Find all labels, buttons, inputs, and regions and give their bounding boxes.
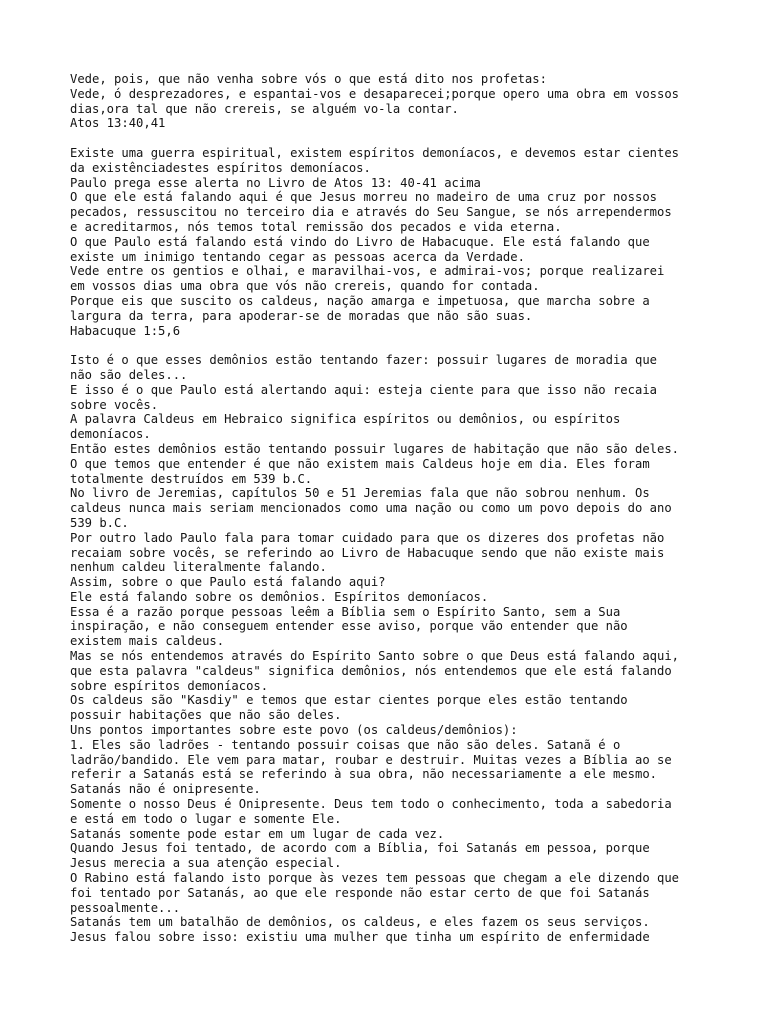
text-line: E isso é o que Paulo está alertando aqui: esteja ciente para que isso não recaia [70, 382, 657, 397]
text-line: largura da terra, para apoderar-se de moradas que não são suas. [70, 308, 533, 323]
text-line: Vede, pois, que não venha sobre vós o que está dito nos profetas: [70, 72, 547, 86]
text-line: Uns pontos importantes sobre este povo (os caldeus/demônios): [70, 723, 518, 738]
text-line: pessoalmente... [70, 900, 181, 915]
text-line: Jesus falou sobre isso: existiu uma mulher que tinha um espírito de enfermidade [70, 930, 650, 945]
text-line: caldeus nunca mais seriam mencionados como uma nação ou como um povo depois do ano [70, 501, 672, 516]
text-line: Por outro lado Paulo fala para tomar cuidado para que os dizeres dos profetas não [70, 530, 665, 545]
text-line: Habacuque 1:5,6 [70, 323, 181, 338]
text-line: recaiam sobre vocês, se referindo ao Livro de Habacuque sendo que não existe mais [70, 545, 665, 560]
text-line: 539 b.C. [70, 515, 129, 530]
text-line: Assim, sobre o que Paulo está falando aqui? [70, 575, 386, 590]
text-line: existe um inimigo tentando cegar as pessoas acerca da Verdade. [70, 249, 525, 264]
text-line: Jesus merecia a sua atenção especial. [70, 856, 342, 871]
text-line: Os caldeus são "Kasdiy" e temos que estar cientes porque eles estão tentando [70, 693, 628, 708]
text-line: referir a Satanás está se referindo à sua obra, não necessariamente a ele mesmo. [70, 767, 657, 782]
text-line: foi tentado por Satanás, ao que ele responde não estar certo de que foi Satanás [70, 885, 650, 900]
text-line: existem mais caldeus. [70, 634, 225, 649]
text-line: Então estes demônios estão tentando possuir lugares de habitação que não são deles. [70, 441, 680, 456]
text-line: 1. Eles são ladrões - tentando possuir coisas que não são deles. Satanã é o [70, 737, 621, 752]
text-line: No livro de Jeremias, capítulos 50 e 51 Jeremias fala que não sobrou nenhum. Os [70, 486, 650, 501]
text-line: Vede entre os gentios e olhai, e maravilhai-vos, e admirai-vos; porque realizarei [70, 264, 665, 279]
text-line: O que ele está falando aqui é que Jesus morreu no madeiro de uma cruz por nossos [70, 190, 657, 205]
text-line: que esta palavra "caldeus" significa demônios, nós entendemos que ele está falando [70, 663, 672, 678]
text-line: O que temos que entender é que não existem mais Caldeus hoje em dia. Eles foram [70, 456, 650, 471]
text-line: nenhum caldeu literalmente falando. [70, 560, 327, 575]
paragraph-caldeus [70, 353, 710, 945]
text-line: Somente o nosso Deus é Onipresente. Deus tem todo o conhecimento, toda a sabedoria [70, 797, 672, 812]
text-line: possuir habitações que não são deles. [70, 708, 342, 723]
text-line: e está em todo o lugar e somente Ele. [70, 811, 342, 826]
text-line: Satanás tem um batalhão de demônios, os caldeus, e eles fazem os seus serviços. [70, 915, 650, 930]
paragraph-scripture-acts [70, 72, 710, 131]
text-line: Porque eis que suscito os caldeus, nação amarga e impetuosa, que marcha sobre a [70, 293, 650, 308]
text-line: sobre vocês. [70, 397, 159, 412]
text-line: dias,ora tal que não crereis, se alguém vo-la contar. [70, 101, 459, 116]
text-line: demoníacos. [70, 427, 151, 442]
text-line: Atos 13:40,41 [70, 116, 166, 131]
text-line: Mas se nós entendemos através do Espírito Santo sobre o que Deus está falando aqui, [70, 649, 680, 664]
paragraph-spiritual-war [70, 146, 710, 338]
text-line: Satanás somente pode estar em um lugar de cada vez. [70, 826, 445, 841]
text-line: A palavra Caldeus em Hebraico significa espíritos ou demônios, ou espíritos [70, 412, 621, 427]
text-line: em vossos dias uma obra que vós não crereis, quando for contada. [70, 279, 540, 294]
text-line: O Rabino está falando isto porque às vezes tem pessoas que chegam a ele dizendo que [70, 871, 680, 886]
text-line: Ele está falando sobre os demônios. Espíritos demoníacos. [70, 589, 489, 604]
text-line: da existênciadestes espíritos demoníacos. [70, 160, 371, 175]
text-line: Quando Jesus foi tentado, de acordo com a Bíblia, foi Satanás em pessoa, porque [70, 841, 650, 856]
text-line: totalmente destruídos em 539 b.C. [70, 471, 313, 486]
text-line: Isto é o que esses demônios estão tentando fazer: possuir lugares de moradia que [70, 353, 657, 368]
text-line: pecados, ressuscitou no terceiro dia e através do Seu Sangue, se nós arrependermos [70, 205, 672, 220]
text-line: O que Paulo está falando está vindo do Livro de Habacuque. Ele está falando que [70, 234, 650, 249]
text-line: Essa é a razão porque pessoas leêm a Bíblia sem o Espírito Santo, sem a Sua [70, 604, 621, 619]
text-line: não são deles... [70, 367, 188, 382]
text-line: ladrão/bandido. Ele vem para matar, roubar e destruir. Muitas vezes a Bíblia ao se [70, 752, 672, 767]
text-line: inspiração, e não conseguem entender esse aviso, porque vão entender que não [70, 619, 628, 634]
document-page [70, 72, 710, 960]
text-line: sobre espíritos demoníacos. [70, 678, 269, 693]
text-line: Vede, ó desprezadores, e espantai-vos e desaparecei;porque opero uma obra em vossos [70, 86, 680, 101]
text-line: Existe uma guerra espiritual, existem espíritos demoníacos, e devemos estar cientes [70, 145, 680, 160]
text-line: Paulo prega esse alerta no Livro de Atos 13: 40-41 acima [70, 175, 481, 190]
text-line: Satanás não é onipresente. [70, 782, 261, 797]
text-line: e acreditarmos, nós temos total remissão dos pecados e vida eterna. [70, 219, 562, 234]
